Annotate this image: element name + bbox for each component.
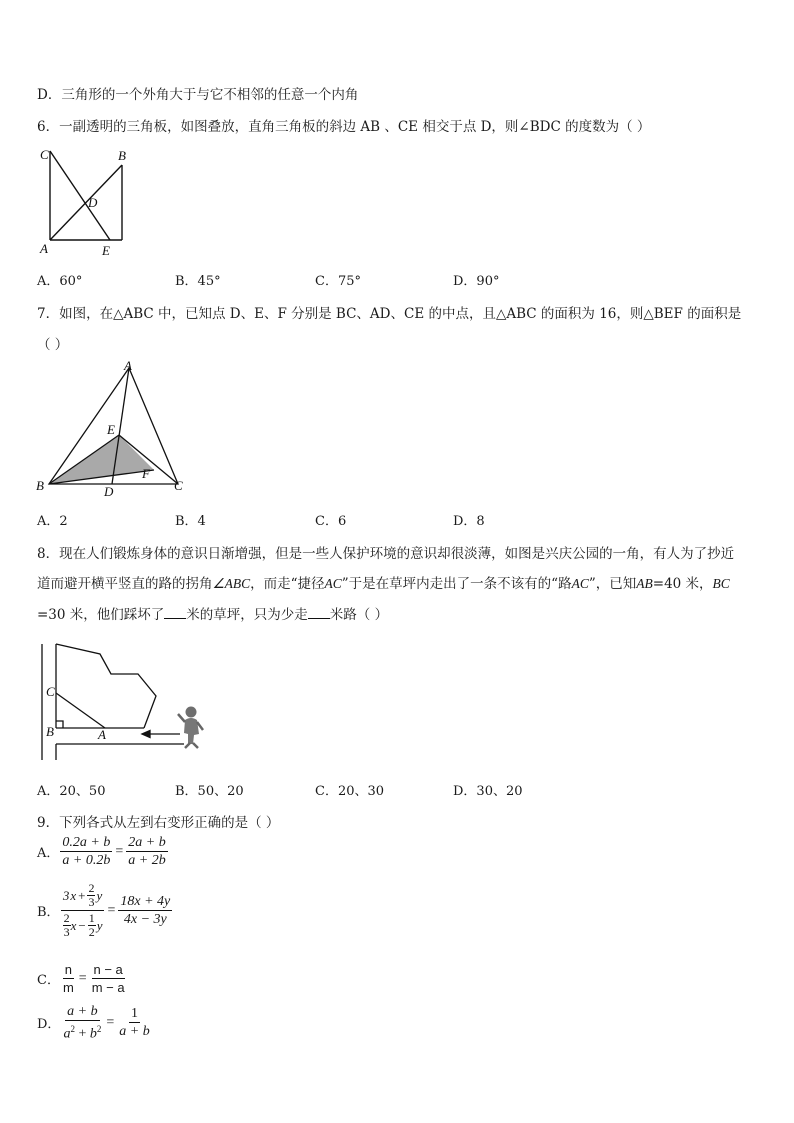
q8-option-d[interactable]: D．30、20: [453, 784, 523, 799]
q7-label-b: B: [36, 478, 44, 493]
q9-d-rden: a + b: [119, 1024, 150, 1040]
q6-line-ab: [50, 165, 122, 240]
q9-b-rden: 4x − 3y: [123, 912, 167, 927]
q6-option-a[interactable]: A．60°: [37, 274, 83, 289]
q7-option-b[interactable]: B．4: [175, 514, 206, 529]
q7-stem-cont: （ ）: [37, 337, 69, 353]
q9-d-rnum: 1: [130, 1006, 138, 1022]
q9-option-c[interactable]: [37, 962, 128, 995]
q7-stem: 7．如图，在△ABC 中，已知点 D、E、F 分别是 BC、AD、CE 的中点，且△ABC 的面积为 16，则△BEF 的面积是: [37, 306, 742, 322]
q8-line2d: ”，已知: [588, 576, 637, 592]
q8-line3: [37, 603, 388, 623]
q6-stem: 6．一副透明的三角板，如图叠放，直角三角板的斜边 AB 、CE 相交于点 D，则∠BDC 的度数为（ ）: [37, 119, 651, 135]
q8-line2a: 道而避开横平竖直的路的拐角: [37, 576, 213, 592]
q7-label-f: F: [142, 466, 150, 481]
q9-b-eq: =: [107, 902, 116, 918]
q8-option-a[interactable]: A．20、50: [37, 784, 106, 799]
q9-d-den: $a^2 + b^2$: [63, 1024, 102, 1042]
q7-label-c: C: [174, 478, 183, 493]
q8-option-b[interactable]: B．50、20: [175, 784, 244, 799]
q8-bc: BC: [712, 576, 730, 591]
q9-stem: 9．下列各式从左到右变形正确的是（ ）: [37, 815, 280, 831]
q8-line2c: ”于是在草坪内走出了一条不该有的“路: [341, 576, 572, 592]
q9-option-b[interactable]: [37, 882, 173, 939]
q6-label-a: A: [40, 241, 48, 256]
q8-line3c: 米路（ ）: [329, 607, 389, 623]
q8-line2e: =40 米，: [652, 576, 713, 592]
q7-label-d: D: [104, 484, 114, 499]
q6-figure: [34, 143, 134, 261]
q7-option-c[interactable]: C．6: [315, 514, 347, 529]
q8-angle: ∠ABC: [212, 576, 251, 591]
q8-arrow-head: [142, 731, 150, 738]
q6-label-e: E: [102, 243, 110, 258]
q8-line3b: 米的草坪，只为少走: [186, 607, 308, 623]
q6-option-d[interactable]: D．90°: [453, 274, 500, 289]
q8-blank-1[interactable]: [164, 606, 186, 619]
q8-label-a: A: [98, 727, 106, 742]
q8-line3a: =30 米，他们踩坏了: [37, 607, 165, 623]
q8-person-icon: [178, 707, 203, 749]
q9-c-lhs: [61, 962, 76, 995]
q8-lawn-outline: [56, 644, 156, 728]
q8-blank-2[interactable]: [308, 606, 330, 619]
q9-c-rden: m − a: [91, 980, 125, 995]
q8-line2b: ，而走“捷径: [250, 576, 325, 592]
q9-a-label: A．: [37, 846, 60, 861]
q9-c-rnum: n − a: [93, 962, 123, 977]
q9-c-rhs: [90, 962, 127, 995]
q9-c-den: m: [62, 980, 74, 995]
q9-b-rnum: 18x + 4y: [120, 894, 171, 909]
q9-d-num: a + b: [67, 1004, 98, 1019]
q6-label-d: D: [88, 195, 98, 210]
q5-option-d: D．三角形的一个外角大于与它不相邻的任意一个内角: [37, 87, 359, 103]
q7-label-e: E: [107, 422, 115, 437]
q8-label-c: C: [46, 684, 55, 699]
q7-option-d[interactable]: D．8: [453, 514, 485, 529]
q8-label-b: B: [46, 724, 54, 739]
q9-c-num: n: [64, 962, 72, 977]
q7-figure: [32, 358, 197, 500]
q9-option-d[interactable]: [37, 1004, 153, 1042]
q7-label-a: A: [124, 358, 132, 373]
q8-option-c[interactable]: C．20、30: [315, 784, 385, 799]
q8-ab: AB: [636, 576, 653, 591]
q6-line-ce: [50, 151, 110, 240]
q8-figure: [34, 636, 214, 762]
q9-a-rnum: 2a + b: [128, 835, 166, 850]
q9-option-a[interactable]: [37, 835, 169, 868]
q9-d-eq: =: [106, 1014, 115, 1030]
q9-b-label: B．: [37, 905, 60, 920]
q9-d-lhs: [61, 1004, 103, 1042]
q9-b-rhs: [118, 894, 172, 927]
q9-d-rhs: [117, 1006, 151, 1039]
q8-ac1: AC: [324, 576, 342, 591]
q9-a-lhs: [60, 835, 112, 868]
q6-label-c: C: [40, 147, 49, 162]
q9-a-num: 0.2a + b: [62, 835, 111, 850]
q9-c-eq: =: [78, 970, 87, 986]
q9-a-eq: =: [115, 843, 124, 859]
q7-option-a[interactable]: A．2: [37, 514, 68, 529]
q9-d-label: D．: [37, 1017, 61, 1033]
q9-c-label: C．: [37, 973, 60, 988]
q9-a-rhs: [126, 835, 167, 868]
q8-line1: 8．现在人们锻炼身体的意识日渐增强，但是一些人保护环境的意识却很淡薄，如图是兴庆公园的一角，有人为了抄近: [37, 546, 735, 562]
q6-label-b: B: [118, 148, 126, 163]
q9-a-rden: a + 2b: [128, 853, 166, 868]
q9-a-den: a + 0.2b: [62, 853, 111, 868]
q8-line2: [37, 572, 730, 592]
q6-option-b[interactable]: B．45°: [175, 274, 221, 289]
q9-b-den: $\frac{2}{3}$ x − $\frac{1}{2}$ y: [63, 911, 103, 939]
q9-b-lhs: [61, 882, 105, 939]
q8-right-angle: [56, 721, 63, 728]
q6-option-c[interactable]: C．75°: [315, 274, 361, 289]
q9-b-num: 3 x + $\frac{2}{3}$ y: [62, 881, 103, 909]
q8-ac2: AC: [571, 576, 589, 591]
